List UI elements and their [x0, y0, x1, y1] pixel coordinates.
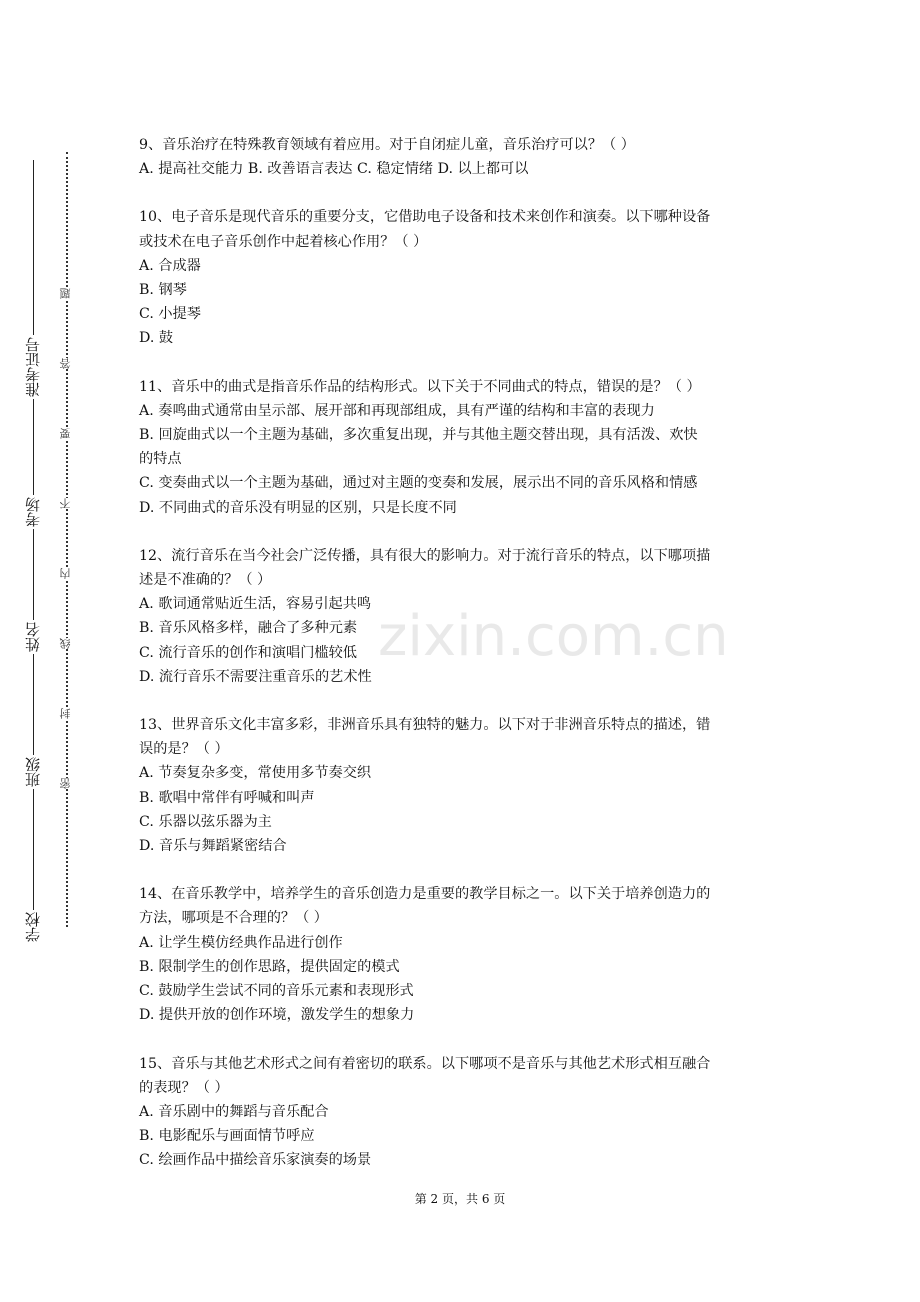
watermark: zixin.com.cn — [378, 604, 729, 669]
answer-option: A. 歌词通常贴近生活，容易引起共鸣 — [139, 596, 372, 613]
question-block — [139, 1052, 787, 1173]
seal-char: 内 — [59, 568, 72, 579]
answer-option: C. 乐器以弦乐器为主 — [139, 813, 272, 830]
answer-option: B. 音乐风格多样，融合了多种元素 — [139, 620, 358, 637]
answer-option: D. 鼓 — [139, 330, 174, 347]
question-block — [139, 205, 787, 350]
question-block — [139, 882, 787, 1027]
question-stem: 的表现？（ ） — [139, 1079, 229, 1096]
answer-option: B. 歌唱中常伴有呼喊和叫声 — [139, 789, 315, 806]
question-block — [139, 713, 787, 858]
seal-char: 题 — [59, 288, 72, 299]
question-stem: 10、电子音乐是现代音乐的重要分支，它借助电子设备和技术来创作和演奏。以下哪种设备 — [139, 209, 711, 226]
answer-option: D. 流行音乐不需要注重音乐的艺术性 — [139, 668, 372, 685]
seal-char: 答 — [59, 358, 72, 369]
page-footer: 第 2 页，共 6 页 — [414, 1192, 506, 1206]
answer-option: B. 回旋曲式以一个主题为基础，多次重复出现，并与其他主题交替出现，具有活泼、欢快 — [139, 427, 698, 444]
binding-margin — [0, 0, 80, 1302]
answer-option: A. 让学生模仿经典作品进行创作 — [139, 934, 343, 951]
question-stem: 述是不准确的？（ ） — [139, 572, 272, 589]
school-label: 学校 — [18, 910, 48, 944]
answer-option: C. 变奏曲式以一个主题为基础，通过对主题的变奏和发展，展示出不同的音乐风格和情感 — [139, 475, 698, 492]
seal-char: 封 — [59, 708, 72, 719]
answer-option: D. 不同曲式的音乐没有明显的区别，只是长度不同 — [139, 499, 457, 516]
question-stem: 11、音乐中的曲式是指音乐作品的结构形式。以下关于不同曲式的特点，错误的是？（ ） — [139, 378, 701, 395]
question-block — [139, 544, 787, 689]
answer-option: A. 提高社交能力 B. 改善语言表达 C. 稳定情绪 D. 以上都可以 — [139, 161, 529, 178]
binding-dotted-line — [66, 152, 68, 927]
answer-option: A. 音乐剧中的舞蹈与音乐配合 — [139, 1103, 329, 1120]
answer-option: A. 节奏复杂多变，常使用多节奏交织 — [139, 765, 372, 782]
answer-option: C. 小提琴 — [139, 306, 201, 323]
admission-number-label: 准考证号 — [18, 335, 48, 399]
binding-solid-line — [33, 160, 34, 935]
answer-option: D. 音乐与舞蹈紧密结合 — [139, 838, 287, 855]
question-stem: 误的是？（ ） — [139, 741, 229, 758]
answer-option: D. 提供开放的创作环境，激发学生的想象力 — [139, 1007, 415, 1024]
exam-room-label: 考场 — [18, 495, 48, 529]
answer-option: C. 流行音乐的创作和演唱门槛较低 — [139, 644, 357, 661]
answer-option: B. 钢琴 — [139, 282, 187, 299]
question-stem: 14、在音乐教学中，培养学生的音乐创造力是重要的教学目标之一。以下关于培养创造力的 — [139, 886, 711, 903]
seal-char: 线 — [59, 638, 72, 649]
question-stem: 13、世界音乐文化丰富多彩，非洲音乐具有独特的魅力。以下对于非洲音乐特点的描述，错 — [139, 717, 711, 734]
answer-option: C. 鼓励学生尝试不同的音乐元素和表现形式 — [139, 983, 414, 1000]
answer-option: C. 绘画作品中描绘音乐家演奏的场景 — [139, 1152, 372, 1169]
seal-char: 要 — [59, 428, 72, 439]
answer-option: A. 合成器 — [139, 257, 201, 274]
class-label: 班级 — [18, 755, 48, 789]
seal-char: 不 — [59, 498, 72, 509]
question-stem: 15、音乐与其他艺术形式之间有着密切的联系。以下哪项不是音乐与其他艺术形式相互融合 — [139, 1055, 711, 1072]
name-label: 姓名 — [18, 620, 48, 654]
question-block — [139, 133, 787, 181]
answer-option: B. 电影配乐与画面情节呼应 — [139, 1128, 315, 1145]
question-block — [139, 375, 787, 520]
seal-char: 密 — [59, 778, 72, 789]
answer-option: 的特点 — [139, 451, 182, 468]
question-stem: 或技术在电子音乐创作中起着核心作用？（ ） — [139, 233, 428, 250]
question-stem: 12、流行音乐在当今社会广泛传播，具有很大的影响力。对于流行音乐的特点，以下哪项描 — [139, 547, 711, 564]
question-stem: 方法，哪项是不合理的？（ ） — [139, 910, 328, 927]
question-stem: 9、音乐治疗在特殊教育领域有着应用。对于自闭症儿童，音乐治疗可以？（ ） — [139, 137, 635, 153]
answer-option: A. 奏鸣曲式通常由呈示部、展开部和再现部组成，具有严谨的结构和丰富的表现力 — [139, 402, 655, 419]
question-list — [139, 133, 787, 1197]
answer-option: B. 限制学生的创作思路，提供固定的模式 — [139, 958, 400, 975]
